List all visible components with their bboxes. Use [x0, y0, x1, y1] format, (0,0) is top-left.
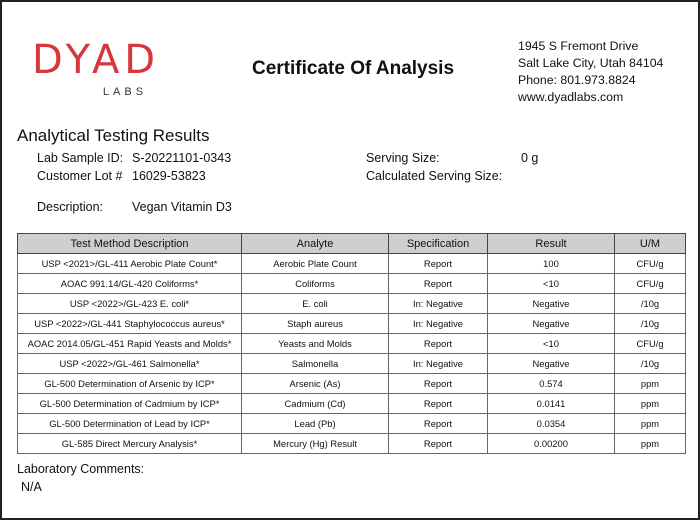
table-row — [18, 374, 686, 394]
laboratory-comments-value: N/A — [21, 480, 42, 494]
analyte-cell: Cadmium (Cd) — [242, 394, 389, 414]
calculated-serving-size-label: Calculated Serving Size: — [366, 169, 503, 183]
customer-lot-value: 16029-53823 — [132, 169, 206, 183]
table-header-row — [18, 234, 686, 254]
analyte-cell: Mercury (Hg) Result — [242, 434, 389, 454]
header-specification: Specification — [389, 234, 488, 254]
specification-cell: Report — [389, 414, 488, 434]
test-method-cell: USP <2022>/GL-441 Staphylococcus aureus* — [18, 314, 242, 334]
unit-cell: /10g — [615, 294, 686, 314]
serving-size-value: 0 g — [521, 151, 539, 165]
address-city: Salt Lake City, Utah 84104 — [518, 56, 664, 70]
unit-cell: /10g — [615, 354, 686, 374]
section-title: Analytical Testing Results — [17, 126, 210, 145]
table-row — [18, 434, 686, 454]
specification-cell: In: Negative — [389, 294, 488, 314]
header-analyte: Analyte — [242, 234, 389, 254]
unit-cell: CFU/g — [615, 274, 686, 294]
specification-cell: Report — [389, 434, 488, 454]
address-street: 1945 S Fremont Drive — [518, 39, 639, 53]
specification-cell: Report — [389, 274, 488, 294]
test-method-cell: GL-500 Determination of Arsenic by ICP* — [18, 374, 242, 394]
analyte-cell: Salmonella — [242, 354, 389, 374]
customer-lot-label: Customer Lot # — [37, 169, 123, 183]
result-cell: 0.574 — [488, 374, 615, 394]
unit-cell: ppm — [615, 414, 686, 434]
results-table — [17, 233, 686, 454]
test-method-cell: GL-585 Direct Mercury Analysis* — [18, 434, 242, 454]
specification-cell: In: Negative — [389, 354, 488, 374]
address-website: www.dyadlabs.com — [518, 90, 624, 104]
result-cell: Negative — [488, 314, 615, 334]
analyte-cell: E. coli — [242, 294, 389, 314]
table-row — [18, 334, 686, 354]
result-cell: 0.0141 — [488, 394, 615, 414]
analyte-cell: Yeasts and Molds — [242, 334, 389, 354]
test-method-cell: AOAC 2014.05/GL-451 Rapid Yeasts and Molds* — [18, 334, 242, 354]
table-row — [18, 414, 686, 434]
table-row — [18, 254, 686, 274]
test-method-cell: GL-500 Determination of Lead by ICP* — [18, 414, 242, 434]
unit-cell: ppm — [615, 394, 686, 414]
unit-cell: CFU/g — [615, 334, 686, 354]
result-cell: Negative — [488, 294, 615, 314]
specification-cell: Report — [389, 334, 488, 354]
header-result: Result — [488, 234, 615, 254]
test-method-cell: USP <2021>/GL-411 Aerobic Plate Count* — [18, 254, 242, 274]
header-test-method: Test Method Description — [18, 234, 242, 254]
header-unit: U/M — [615, 234, 686, 254]
description-value: Vegan Vitamin D3 — [132, 200, 232, 214]
logo-wordmark: DYAD — [32, 37, 161, 83]
address-phone: Phone: 801.973.8824 — [518, 73, 636, 87]
result-cell: <10 — [488, 274, 615, 294]
table-row — [18, 274, 686, 294]
analyte-cell: Aerobic Plate Count — [242, 254, 389, 274]
dyad-labs-logo — [32, 37, 162, 98]
result-cell: <10 — [488, 334, 615, 354]
lab-address-block — [518, 38, 663, 106]
analyte-cell: Staph aureus — [242, 314, 389, 334]
test-method-cell: USP <2022>/GL-423 E. coli* — [18, 294, 242, 314]
analyte-cell: Coliforms — [242, 274, 389, 294]
test-method-cell: AOAC 991.14/GL-420 Coliforms* — [18, 274, 242, 294]
table-row — [18, 294, 686, 314]
analyte-cell: Lead (Pb) — [242, 414, 389, 434]
specification-cell: Report — [389, 254, 488, 274]
unit-cell: /10g — [615, 314, 686, 334]
document-title: Certificate Of Analysis — [252, 58, 455, 79]
table-row — [18, 354, 686, 374]
specification-cell: In: Negative — [389, 314, 488, 334]
test-method-cell: USP <2022>/GL-461 Salmonella* — [18, 354, 242, 374]
unit-cell: ppm — [615, 374, 686, 394]
table-row — [18, 314, 686, 334]
result-cell: Negative — [488, 354, 615, 374]
serving-size-label: Serving Size: — [366, 151, 440, 165]
specification-cell: Report — [389, 394, 488, 414]
result-cell: 100 — [488, 254, 615, 274]
analyte-cell: Arsenic (As) — [242, 374, 389, 394]
result-cell: 0.0354 — [488, 414, 615, 434]
table-row — [18, 394, 686, 414]
laboratory-comments-label: Laboratory Comments: — [17, 462, 145, 476]
specification-cell: Report — [389, 374, 488, 394]
results-table-body — [18, 254, 686, 454]
lab-sample-label: Lab Sample ID: — [37, 151, 124, 165]
result-cell: 0.00200 — [488, 434, 615, 454]
unit-cell: ppm — [615, 434, 686, 454]
logo-subtitle: LABS — [102, 86, 148, 98]
unit-cell: CFU/g — [615, 254, 686, 274]
test-method-cell: GL-500 Determination of Cadmium by ICP* — [18, 394, 242, 414]
lab-sample-value: S-20221101-0343 — [132, 151, 232, 165]
description-label: Description: — [37, 200, 103, 214]
